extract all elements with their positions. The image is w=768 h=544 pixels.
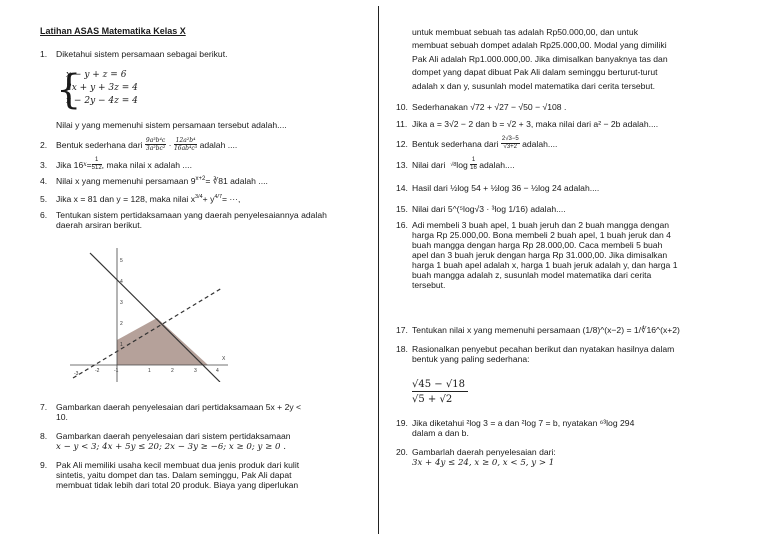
question-number: 3. xyxy=(40,159,48,170)
question-text: adalah.... xyxy=(522,138,558,149)
question-text: Bentuk sederhana dari xyxy=(56,139,143,150)
question-number: 20. xyxy=(396,447,408,457)
x-tick-label: 3 xyxy=(194,368,197,374)
question-number: 14. xyxy=(396,183,408,193)
fraction: $\frac{\text{12a²b⁴}}{\text{16ab⁴c³}}$ xyxy=(173,137,198,152)
equation-1: x − y + z = 6 xyxy=(66,70,127,80)
question-18 xyxy=(396,344,732,364)
question-text: Hasil dari ½log 54 + ½log 36 − ½log 24 adalah.... xyxy=(412,183,600,193)
question-text: adalah.... xyxy=(479,159,515,170)
fraction-denominator: √5 + √2 xyxy=(412,394,453,405)
exponent: 4/7 xyxy=(214,194,223,200)
fraction: $\frac{1}{512}$ xyxy=(91,157,102,171)
question-number: 16. xyxy=(396,220,408,230)
question-text: Gambarlah daerah penyelesaian dari: 3x + 4y ≤ 24, x ≥ 0, x < 5, y > 1 xyxy=(412,447,556,468)
x-tick-label: -2 xyxy=(95,368,100,374)
question-16 xyxy=(396,220,732,290)
question-7 xyxy=(40,402,360,422)
question-text: Jika diketahui ²log 3 = a dan ²log 7 = b, nyatakan ⁶³log 294 dalam a dan b. xyxy=(412,418,635,438)
question-10 xyxy=(396,102,566,112)
question-text: Nilai dari xyxy=(412,159,446,170)
question-number: 19. xyxy=(396,418,408,428)
question-5 xyxy=(40,194,240,204)
equation-3: x − 2y − 4z = 4 xyxy=(66,96,138,106)
question-11 xyxy=(396,119,658,129)
question-1-ask: Nilai y yang memenuhi sistem persamaan tersebut adalah.... xyxy=(56,120,287,130)
question-number: 8. xyxy=(40,431,48,441)
y-tick-label: 3 xyxy=(120,300,123,306)
question-text: Bentuk sederhana dari xyxy=(412,138,499,149)
question-number: 12. xyxy=(396,138,408,149)
question-text: untuk membuat sebuah tas adalah Rp50.000,00, dan untuk membuat sebuah dompet adalah Rp25.000,00. Modal yang dimiliki Pak Ali adalah Rp1.000.000,00. Jika dimisalkan banyaknya tas dan dompet yang dapat dibuat Pak Ali dalam seminggu berturut-turut adalah x dan y, susunlah model matematika dari cerita tersebut. xyxy=(412,27,668,91)
question-9-continued xyxy=(412,26,732,93)
question-13 xyxy=(396,157,515,172)
fraction: $\frac{2√3-5}{√3+2}$ xyxy=(501,136,519,150)
question-1 xyxy=(40,49,358,59)
question-9 xyxy=(40,460,360,490)
question-number: 1. xyxy=(40,49,48,59)
question-text: Tentukan sistem pertidaksamaan yang daerah penyelesaiannya adalah daerah arsiran berikut. xyxy=(56,210,327,230)
fraction-numerator: √45 − √18 xyxy=(412,379,468,392)
dot-operator: · xyxy=(168,139,172,150)
page-title: Latihan ASAS Matematika Kelas X xyxy=(40,26,186,36)
equals-sign: = xyxy=(86,159,92,170)
question-20 xyxy=(396,447,732,468)
question-number: 13. xyxy=(396,159,408,170)
question-text: Rasionalkan penyebut pecahan berikut dan nyatakan hasilnya dalam bentuk yang paling sederhana: xyxy=(412,344,675,364)
question-text: Jika a = 3√2 − 2 dan b = √2 + 3, maka nilai dari a² − 2b adalah.... xyxy=(412,119,659,129)
question-number: 15. xyxy=(396,204,408,214)
question-text: Jika 16 xyxy=(56,159,84,170)
question-text: = ∛81 adalah .... xyxy=(205,176,268,186)
exponent: x xyxy=(83,161,87,168)
question-number: 7. xyxy=(40,402,48,412)
question-number: 4. xyxy=(40,176,48,186)
equation-2: 2x + y + 3z = 4 xyxy=(66,83,138,93)
question-text: Pak Ali memiliki usaha kecil membuat dua jenis produk dari kulit sintetis, yaitu dompet dan tas. Dalam seminggu, Pak Ali dapat membuat tidak lebih dari total 20 produk. Biaya yang diperlukan xyxy=(56,460,300,490)
x-tick-label: -1 xyxy=(114,368,119,374)
question-text: Sederhanakan √72 + √27 − √50 − √108 . xyxy=(412,102,567,112)
x-tick-label: 4 xyxy=(216,368,219,374)
question-text: Jika x = 81 dan y = 128, maka nilai x xyxy=(56,194,196,204)
question-8 xyxy=(40,431,360,452)
log-text: log xyxy=(456,159,468,170)
y-tick-label: 5 xyxy=(120,258,123,264)
question-3 xyxy=(40,157,192,172)
question-text: Tentukan nilai x yang memenuhi persamaan (1/8)^(x−2) = 1/∜16^(x+2) xyxy=(412,325,680,335)
question-number: 9. xyxy=(40,460,48,470)
question-text: Nilai x yang memenuhi persamaan 9 xyxy=(56,176,196,186)
x-tick-label: 1 xyxy=(148,368,151,374)
question-text: Nilai dari 5^(⁵log√3 · ³log 1/16) adalah.... xyxy=(412,204,566,214)
question-19 xyxy=(396,418,732,438)
fraction: $\frac{\text{9a³b⁴c}}{\text{3a²bc²}}$ xyxy=(145,137,166,152)
fraction: $\frac{1}{16}$ xyxy=(470,157,477,171)
x-tick-label: 2 xyxy=(171,368,174,374)
question-number: 5. xyxy=(40,194,48,204)
question-15 xyxy=(396,204,566,214)
question-text: , maka nilai x adalah .... xyxy=(101,159,192,170)
y-tick-label: 1 xyxy=(120,342,123,348)
question-text: Gambarkan daerah penyelesaian dari pertidaksamaan 5x + 2y < 10. xyxy=(56,402,302,422)
question-number: 10. xyxy=(396,102,408,112)
question-text: Diketahui sistem persamaan sebagai berikut. xyxy=(56,49,228,59)
x-tick-label: -3 xyxy=(74,371,79,377)
question-number: 17. xyxy=(396,325,408,335)
question-2 xyxy=(40,137,237,152)
question-text: = ···, xyxy=(222,194,241,204)
question-number: 6. xyxy=(40,210,48,220)
question-14 xyxy=(396,183,599,193)
inequality-graph xyxy=(70,248,230,382)
exponent: 3/4 xyxy=(195,194,203,200)
equation-system xyxy=(56,67,166,113)
question-12 xyxy=(396,136,557,151)
question-text: + y xyxy=(202,194,215,204)
log-base: √8 xyxy=(450,161,457,168)
question-number: 11. xyxy=(396,119,408,129)
question-text: adalah .... xyxy=(199,139,238,150)
question-text: Gambarkan daerah penyelesaian dari sistem pertidaksamaan x − y < 3; 4x + 5y ≤ 20; 2x − 3y ≥ −6; x ≥ 0; y ≥ 0 . xyxy=(56,431,291,452)
question-4 xyxy=(40,176,268,187)
x-axis-label: X xyxy=(222,356,226,362)
question-number: 18. xyxy=(396,344,408,354)
brace-icon: { xyxy=(56,67,82,113)
question-number: 2. xyxy=(40,139,48,150)
exponent: x+2 xyxy=(195,176,206,182)
question-17 xyxy=(396,325,680,336)
rationalize-fraction xyxy=(412,379,468,405)
question-6 xyxy=(40,210,350,230)
y-tick-label: 4 xyxy=(120,279,123,285)
y-tick-label: 2 xyxy=(120,321,123,327)
question-text: Adi membeli 3 buah apel, 1 buah jeruh dan 2 buah mangga dengan harga Rp 25.000,00. Bona membeli 2 buah apel, 1 buah jeruk dan 4 buah mangga dengan harga Rp 28.000,00. Caca membeli 5 buah apel dan 3 buah jeruk dengan harga Rp 31.000,00. Jika dimisalkan harga 1 buah apel adalah x, harga 1 buah jeruk adalah y, dan harga 1 buah mangga adalah z, susunlah model matematika dari cerita tersebut. xyxy=(412,220,678,290)
column-divider xyxy=(378,6,379,534)
